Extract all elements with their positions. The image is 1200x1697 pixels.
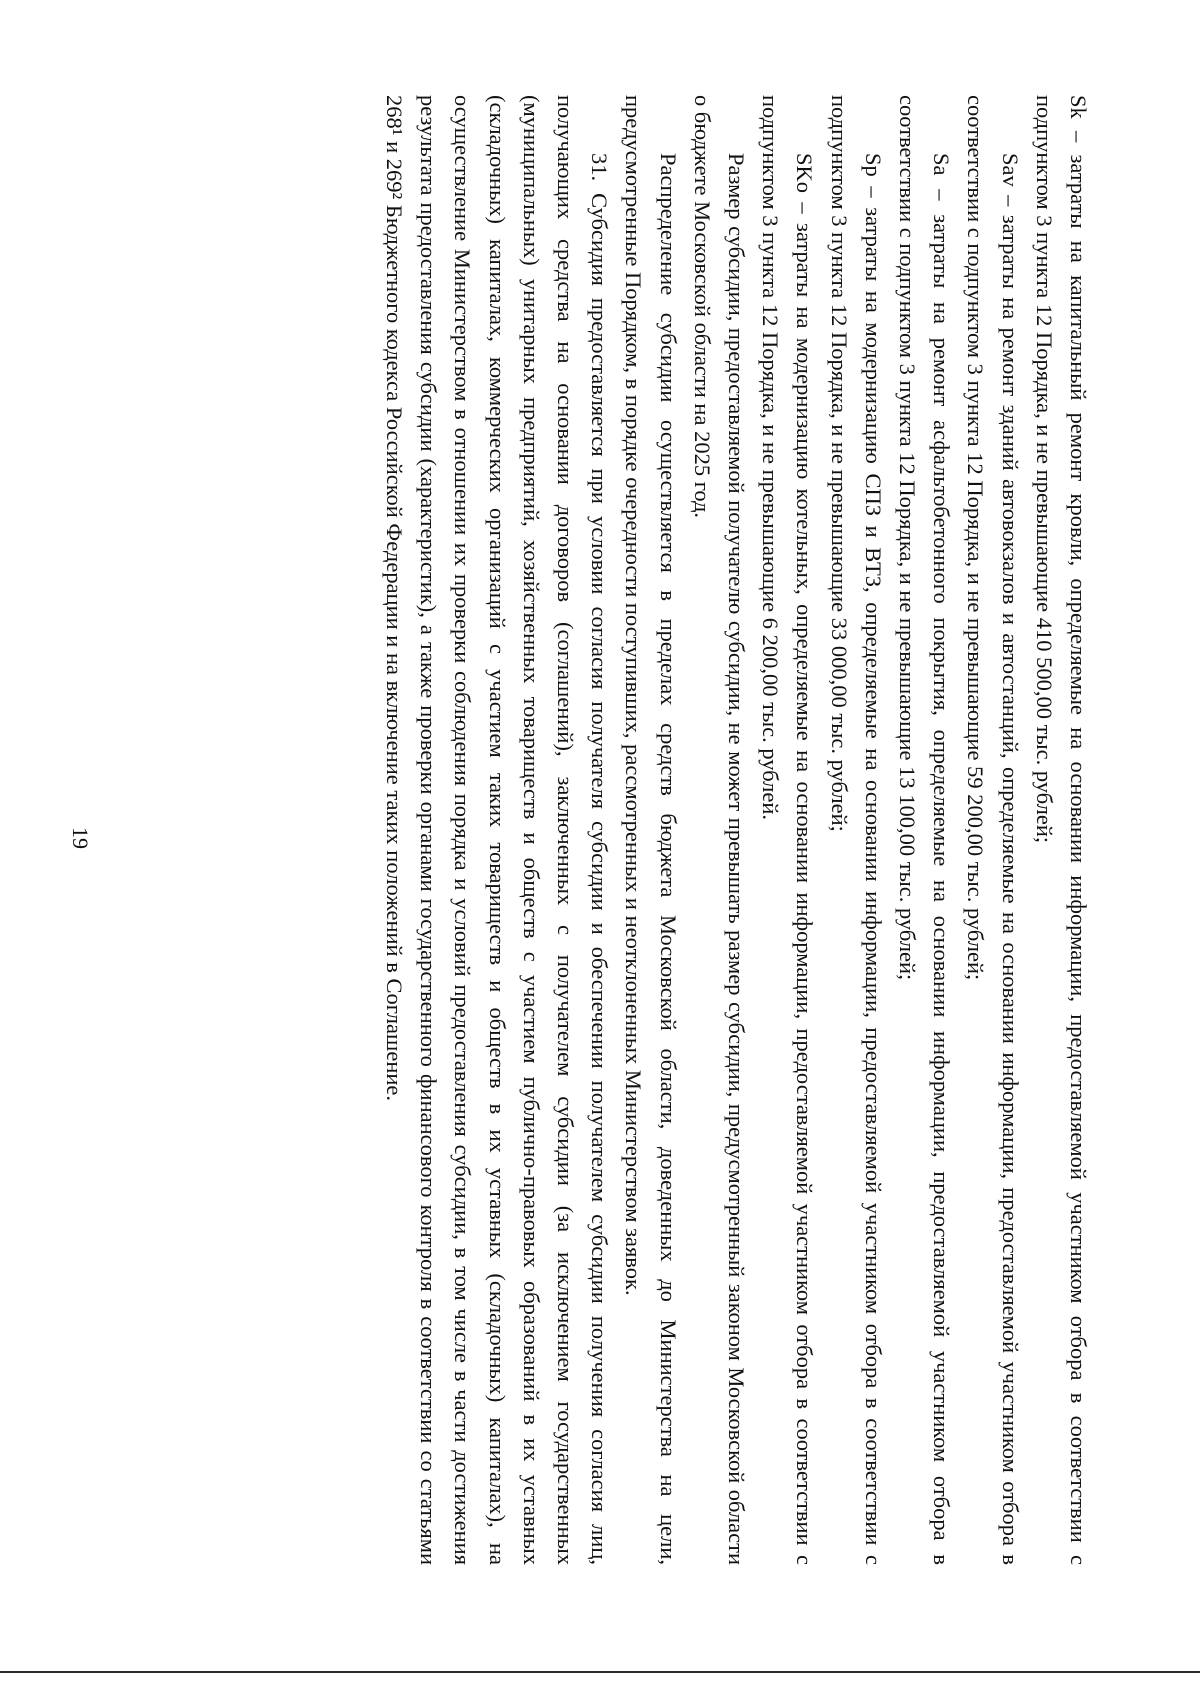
paragraph-sp: Sp – затраты на модернизацию СПЗ и ВТЗ, определяемые на основании информации, предоставляемой участником отбора в соответствии с подпунктом 3 пункта 12 Порядка, и не превышающие 33 000,00 тыс. рублей;: [826, 95, 886, 1565]
document-body: [377, 95, 1095, 1565]
paragraph-sav: Sav – затраты на ремонт зданий автовокзалов и автостанций, определяемые на основании информации, предоставляемой участником отбора в соответствии с подпунктом 3 пункта 12 Порядка, и не превышающие 59 200,00 тыс. рублей;: [963, 95, 1023, 1565]
paragraph-clause-31: 31. Субсидия предоставляется при условии согласия получателя субсидии и обеспечении получателем субсидии получения согласия лиц, получающих средства на основании договоров (соглашений), заключенных с получателем субсидии (за исключением государственных (муниципальных) унитарных предприятий, хозяйственных товариществ и обществ с участием публично-правовых образований в их уставных (складочных) капиталах, коммерческих организаций с участием таких товариществ и обществ в их уставных (складочных) капиталах), на осуществление Министерством в отношении их проверки соблюдения порядка и условий предоставления субсидии, в том числе в части достижения результата предоставления субсидии (характеристик), а также проверки органами государственного финансового контроля в соответствии со статьями 268¹ и 269² Бюджетного кодекса Российской Федерации и на включение таких положений в Соглашение.: [381, 95, 613, 1565]
rotated-page-body: [170, 95, 1095, 1565]
paragraph-sk: Sk – затраты на капитальный ремонт кровли, определяемые на основании информации, предоставляемой участником отбора в соответствии с подпунктом 3 пункта 12 Порядка, и не превышающие 410 500,00 тыс. рублей;: [1031, 95, 1091, 1565]
page-number: 19: [68, 827, 93, 849]
paragraph-sa: Sa – затраты на ремонт асфальтобетонного покрытия, определяемые на основании информации, предоставляемой участником отбора в соответствии с подпунктом 3 пункта 12 Порядка, и не превышающие 13 100,00 тыс. рублей;: [894, 95, 955, 1565]
scan-bottom-edge: [0, 1671, 1200, 1673]
paragraph-subsidy-size: Размер субсидии, предоставляемой получателю субсидии, не может превышать размер субсидии, предусмотренный законом Московской области о бюджете Московской области на 2025 год.: [689, 95, 749, 1565]
paragraph-sko: SKo – затраты на модернизацию котельных, определяемые на основании информации, предоставляемой участником отбора в соответствии с подпунктом 3 пункта 12 Порядка, и не превышающие 6 200,00 тыс. рублей.: [758, 95, 818, 1565]
paragraph-distribution: Распределение субсидии осуществляется в пределах средств бюджета Московской области, доведенных до Министерства на цели, предусмотренные Порядком, в порядке очередности поступивших, рассмотренных и неотклоненных Министерством заявок.: [621, 95, 681, 1565]
